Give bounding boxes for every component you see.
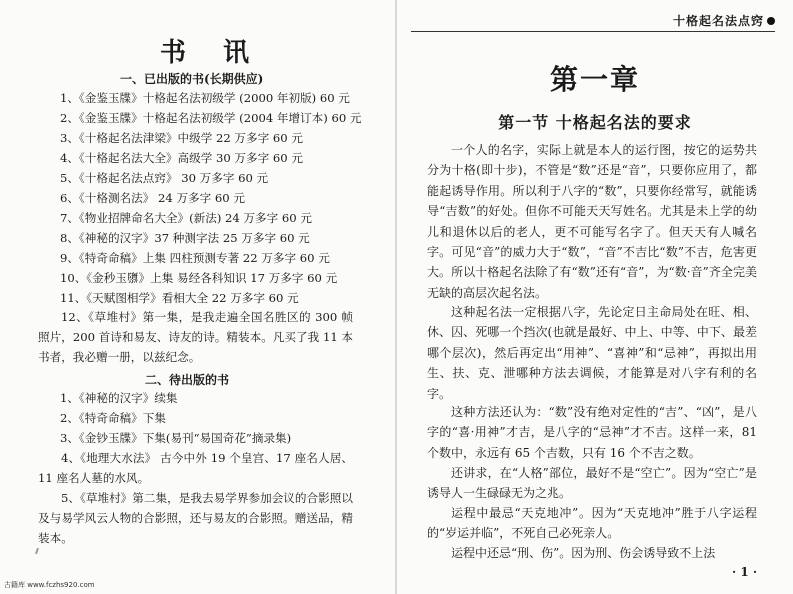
published-item: 1、《金鉴玉牒》十格起名法初级学 (2000 年初版) 60 元 [60, 91, 350, 105]
page-title: 书 讯 [160, 38, 264, 68]
published-item: 10、《金秒玉隳》上集 易经各科知识 17 万多字 60 元 [60, 271, 338, 285]
published-heading: 一、已出版的书(长期供应) [120, 72, 264, 86]
published-item: 8、《神秘的汉字》37 种测字法 25 万多字 60 元 [60, 231, 310, 245]
published-item: 9、《特奇命稿》上集 四柱预测专著 22 万多字 60 元 [60, 251, 330, 265]
pending-item: 3、《金钞玉牒》下集(易刊“易国奇花”摘录集) [60, 431, 292, 445]
body-paragraph: 这种起名法一定根据八字，先论定日主命局处在旺、相、休、囚、死哪一个挡次(也就是最好、中上、中等、中下、最差哪个层次)，然后再定出“用神”、“喜神”和“忌神”，再拟出用生、扶、克、泄哪种方法去调候，才能算是对八字有利的名字。 [427, 305, 757, 401]
pending-item: 1、《神秘的汉字》续集 [60, 391, 178, 405]
running-head-text: 十格起名法点窍 [672, 14, 764, 28]
body-paragraph: 运程中最忌“天克地冲”。因为“天克地冲”胜于八字运程的“岁运并临”，不死自己必死亲人。 [427, 506, 757, 541]
header-rule [411, 31, 775, 32]
published-item: 3、《十格起名法津梁》中级学 22 万多字 60 元 [60, 131, 303, 145]
published-item: 6、《十格测名法》 24 万多字 60 元 [60, 191, 245, 205]
chapter-title: 第一章 [549, 63, 640, 96]
page-number: · 1 · [732, 565, 758, 579]
pending-heading: 二、待出版的书 [145, 373, 230, 387]
body-paragraph: 一个人的名字，实际上就是本人的运行图，按它的运势共分为十格(即十步)，不管是“数”还是“音”，只要你应用了，都能起诱导作用。所以利于八字的“数”，只要你经常写，就能诱导“吉数”的好处。但你不可能天天写姓名。尤其是未上学的幼儿和退休以后的老人，更不可能写名字了。但天天有人喊名字。可见“音”的威力大于“数”，“音”不吉比“数”不吉，危害更大。所以十格起名法除了有“数”还有“音”，为“数·音”齐全完美无缺的高层次起名法。 [427, 143, 757, 300]
right-page [397, 0, 793, 594]
published-item: 4、《十格起名法大全》高级学 30 万多字 60 元 [60, 151, 303, 165]
published-item: 7、《物业招牌命名大全》(新法) 24 万多字 60 元 [60, 211, 312, 225]
ink-mark [35, 548, 39, 554]
bullet-icon [767, 17, 775, 25]
body-paragraph: 这种方法还认为：“数”没有绝对定性的“吉”、“凶”，是八字的“喜·用神”才吉，是八字的“忌神”才不吉。这样一来，81 个数中，永远有 65 个吉数，只有 16 个不吉之数。 [427, 405, 757, 460]
body-paragraph: 还讲求，在“人格”部位，最好不是“空亡”。因为“空亡”是诱导人一生碌碌无为之兆。 [427, 466, 757, 501]
section-title: 第一节 十格起名法的要求 [498, 113, 692, 132]
watermark: 古籍库 www.fczhs920.com [4, 581, 95, 589]
pending-item: 5、《草堆村》第二集，是我去易学界参加会议的合影照以及与易学风云人物的合影照，还与易友的合影照。赠送品，精装本。 [38, 491, 353, 545]
published-item: 11、《天赋图相学》看相大全 22 万多字 60 元 [60, 291, 299, 305]
published-item-12: 12、《草堆村》第一集，是我走遍全国名胜区的 300 帧照片，200 首诗和易友、诗友的诗。精装本。凡买了我 11 本书者，我必赠一册，以兹纪念。 [38, 310, 353, 364]
published-item: 2、《金鉴玉牒》十格起名法初级学 (2004 年增订本) 60 元 [60, 111, 362, 125]
pending-item: 2、《特奇命稿》下集 [60, 411, 166, 425]
running-head [673, 12, 775, 29]
body-paragraph: 运程中还忌“刑、伤”。因为刑、伤会诱导致不上法 [451, 546, 716, 560]
published-item: 5、《十格起名法点窍》 30 万多字 60 元 [60, 171, 269, 185]
pending-item: 4、《地理大水法》 古今中外 19 个皇宫、17 座名人居、11 座名人墓的水风。 [38, 451, 353, 485]
